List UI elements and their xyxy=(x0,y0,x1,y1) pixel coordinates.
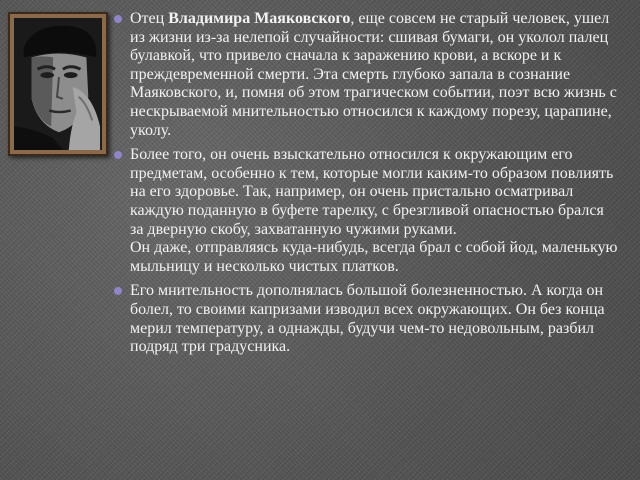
paragraph-1-text: , еще совсем не старый человек, ушел из жизни из-за нелепой случайности: сшивая бумаги, он уколол палец булавкой, что привело сначала к заражению крови, а вскоре и к преждевременной смерти. Эта смерть глубоко запала в сознание Маяковского, и, помня об этом трагическом событии, поэт всю жизнь с нескрываемой мнительностью относился к каждому порезу, царапине, уколу. xyxy=(130,10,617,139)
paragraph-2-text-continued: Он даже, отправляясь куда-нибудь, всегда брал с собой йод, маленькую мыльницу и несколько чистых платков. xyxy=(130,239,618,275)
paragraph-3-text: Его мнительность дополнялась большой болезненностью. А когда он болел, то своими капризами изводил всех окружающих. Он без конца мерил температуру, а однажды, будучи чем-то недовольным, разбил подряд три градусника. xyxy=(130,282,605,356)
paragraph-1 xyxy=(112,10,618,140)
bullet-icon xyxy=(114,151,122,159)
text-content xyxy=(112,10,618,363)
portrait-photo xyxy=(14,18,102,150)
poet-name: Владимира Маяковского xyxy=(168,10,351,27)
paragraph-1-lead: Отец xyxy=(130,10,169,27)
portrait-frame xyxy=(8,12,108,156)
bullet-icon xyxy=(114,15,122,23)
paragraph-2-text: Более того, он очень взыскательно относился к окружающим его предметам, особенно к тем, которые могли каким-то образом повлиять на его здоровье. Так, например, он очень пристально осматривал каждую поданную в буфете тарелку, с брезгливой опасностью брался за дверную скобу, захватанную чужими руками. xyxy=(130,146,614,238)
paragraph-2 xyxy=(112,146,618,276)
paragraph-3 xyxy=(112,282,618,356)
bullet-icon xyxy=(114,287,122,295)
